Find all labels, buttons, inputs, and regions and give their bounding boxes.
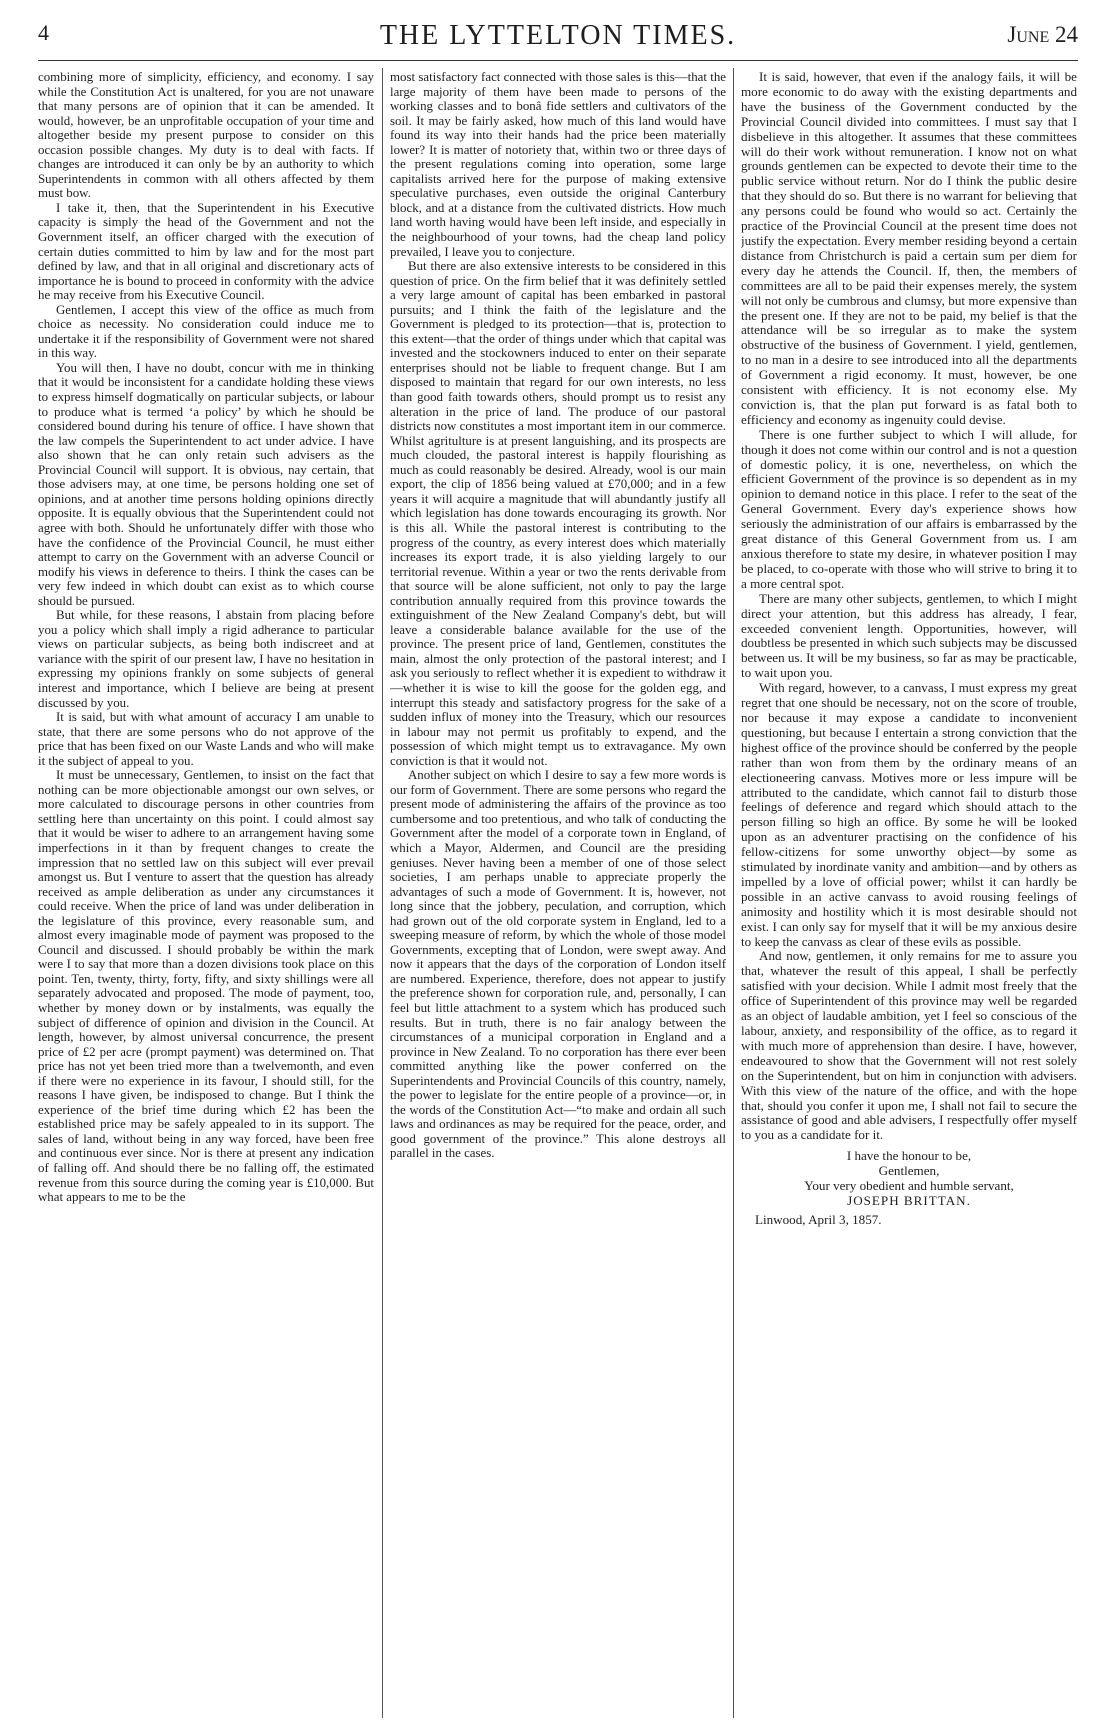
paragraph: Gentlemen, I accept this view of the office as much from choice as necessity. No consideration could induce me to undertake it if the responsibility of Government were not shared in this way. xyxy=(38,302,374,361)
paragraph: But there are also extensive interests to be considered in this question of price. On the firm belief that it was definitely settled a very large amount of capital has been embarked in pastoral pursuits; and I think the faith of the legislature and the Government is pledged to its protection—that is, protection to this extent—that the order of things under which that capital was invested and the stockowners induced to enter on their separate enterprises should not be liable to frequent change. But I am disposed to maintain that regard for our own interests, no less than good faith towards others, should prompt us to resist any alteration in the price of land. The produce of our pastoral districts now constitutes a most important item in our commerce. Whilst agritulture is at present languishing, and its prospects are much clouded, the pastoral interest is happily flourishing as much as could reasonably be desired. Already, wool is our main export, the clip of 1856 being valued at £70,000; and in a few years it will acquire a magnitude that will abundantly justify all which legislation has done towards encouraging its growth. Nor is this all. While the pastoral interest is contributing to the progress of the country, as every interest does which materially increases its export trade, it is also yielding largely to our territorial revenue. Within a year or two the rents derivable from that source will be alone sufficient, not only to pay the large contribution annually required from this province towards the extinguishment of the New Zealand Company's debt, but will leave a considerable balance available for the use of the province. The present price of land, Gentlemen, constitutes the main, almost the only protection of the pastoral interest; and I ask you seriously to reflect whether it is expedient to withdraw it—whether it is wise to kill the goose for the golden egg, and interrupt this steady and satisfactory progress for the sake of a sudden influx of money into the Treasury, which our resources in labour may not permit us profitably to expend, and the possession of which might tempt us to extravagance. My own conviction is that it would not. xyxy=(390,259,726,768)
paragraph: And now, gentlemen, it only remains for me to assure you that, whatever the result of this appeal, I shall be perfectly satisfied with your decision. While I admit most freely that the office of Superintendent of this province may well be regarded as an object of laudable ambition, yet I feel so conscious of the labour, anxiety, and responsibility of the office, as to regard it with much more of apprehension than desire. I have, however, endeavoured to show that the Government will not rest solely on the Superintendent, but on him in conjunction with advisers. With this view of the nature of the office, and with the hope that, should you confer it upon me, I shall not fail to secure the assistance of good and able advisers, I respectfully offer myself to you as a candidate for it. xyxy=(741,948,1077,1143)
signoff xyxy=(741,1149,1077,1228)
paragraph: There are many other subjects, gentlemen, to which I might direct your attention, but this address has already, I fear, exceeded convenient length. Opportunities, however, will doubtless be presented in which such subjects may be discussed between us. It will be my business, so far as may be practicable, to wait upon you. xyxy=(741,590,1077,681)
column-divider xyxy=(733,68,734,1718)
paragraph: But while, for these reasons, I abstain from placing before you a policy which shall imply a rigid adherance to particular views on particular subjects, as being both indiscreet and at variance with the spirit of our present law, I have no hesitation in expressing my opinions frankly on some subjects of general interest and importance, which I believe are being at present discussed by you. xyxy=(38,608,374,710)
issue-date: June 24 xyxy=(1007,22,1078,47)
column-3 xyxy=(741,70,1077,1710)
signoff-line: I have the honour to be, xyxy=(846,1148,972,1164)
paragraph: I take it, then, that the Superintendent in his Executive capacity is simply the head of the Government and not the Government itself, an officer charged with the execution of certain duties committed to him by law and for the most part defined by law, and that in all original and discretionary acts of importance he is bound to proceed in conformity with the advice he may receive from his Executive Council. xyxy=(38,200,374,303)
paragraph: It is said, but with what amount of accuracy I am unable to state, that there are some persons who do not approve of the price that has been fixed on our Waste Lands and who will make it the subject of appeal to you. xyxy=(38,710,374,768)
masthead xyxy=(38,20,1078,54)
column-1 xyxy=(38,70,374,1710)
masthead-rule xyxy=(38,60,1078,61)
signoff-line: Gentlemen, xyxy=(878,1163,940,1179)
paragraph: combining more of simplicity, efficiency, and economy. I say while the Constitution Act is unaltered, for you are not unaware that many persons are of opinion that it can be amended. It would, however, be an unprofitable occupation of your time and altogether beside my present purpose to consider on this occasion possible changes. My duty is to deal with facts. If changes are introduced it can only be by an authority to which Superintendents in common with all others affected by them must bow. xyxy=(38,70,374,201)
paragraph: It is said, however, that even if the analogy fails, it will be more economic to do away with the existing departments and have the business of the Government conducted by the Provincial Council divided into committees. I must say that I disbelieve in this altogether. It assumes that these committees will do their work without remuneration. I know not on what grounds gentlemen can be expected to devote their time to the public service without return. Nor do I think the public desire that they should do so. But there is no warrant for believing that any persons could be found who would so act. Certainly the practice of the Provincial Council at the present time does not justify the expectation. Every member residing beyond a certain distance from Christchurch is paid a certain sum per diem for every day he attends the Council. If, then, the members of committees are all to be paid their expenses merely, the system will not only be cumbrous and clumsy, but more expensive than the present one. If they are not to be paid, my belief is that the attendance will be so irregular as to make the system obstructive of the business of Government. I yield, gentlemen, to no man in a desire to see introduced into all the departments of Government a rigid economy. It must, however, be one consistent with efficiency. It is not economy else. My conviction is, that the plan put forward is as fatal both to efficiency and economy as ingenuity could devise. xyxy=(741,70,1077,427)
place-date: Linwood, April 3, 1857. xyxy=(755,1211,882,1227)
paragraph: It must be unnecessary, Gentlemen, to insist on the fact that nothing can be more objectionable amongst our own selves, or more calculated to discourage persons in other countries from settling here than uncertainty on this point. I could almost say that it would be wiser to adhere to an arrangement having some imperfections in it than by frequent changes to create the impression that no settled law on this subject will ever prevail amongst us. But I venture to assert that the question has already received as ample deliberation as under any circumstances it could receive. When the price of land was under deliberation in the legislature of this province, every reasonable sum, and almost every imaginable mode of payment was proposed to the Council and discussed. I should probably be within the mark were I to say that more than a dozen divisions took place on this point. Ten, twenty, thirty, forty, fifty, and sixty shillings were all separately advocated and proposed. The mode of payment, too, whether by money down or by instalments, was equally the subject of difference of opinion and division in the Council. At length, however, by almost universal concurrence, the present price of £2 per acre (prompt payment) was determined on. That price has not yet been tried more than a twelvemonth, and even if there were no experience in its favour, I should still, for the reasons I have given, be indisposed to change. But I think the experience of the brief time during which £2 has been the established price may be safely appealed to in its support. The sales of land, without being in any way forced, have been free and continuous ever since. Nor is there at present any indication of falling off. And should there be no falling off, the estimated revenue from this source during the coming year is £10,000. But what appears to me to be the xyxy=(38,768,374,1205)
page-number: 4 xyxy=(38,20,49,45)
author-name: JOSEPH BRITTAN. xyxy=(847,1192,971,1208)
paragraph: Another subject on which I desire to say a few more words is our form of Government. There are some persons who regard the present mode of administering the affairs of the province as too cumbersome and too pretentious, and who talk of conducting the Government after the model of a corporate town in England, of which a Mayor, Aldermen, and Council are the presiding geniuses. Never having been a member of one of those select societies, I am perhaps unable to appreciate properly the advantages of such a mode of Government. It is, however, not long since that the jobbery, peculation, and corruption, which had grown out of the old corporate system in England, led to a sweeping measure of reform, by which the whole of those model Governments, excepting that of London, were swept away. And now it appears that the days of the corporation of London itself are numbered. Experience, therefore, does not appear to justify the preference shown for corporation rule, and, personally, I can feel but little attachment to a system which has produced such results. But in truth, there is no fair analogy between the circumstances of a municipal corporation in England and a province in New Zealand. To no corporation has there ever been committed anything like the power conferred on the Superintendents and Provincial Councils of this country, namely, the power to legislate for the entire people of a province—or, in the words of the Constitution Act—“to make and ordain all such laws and ordinances as may be required for the peace, order, and good government of the province.” This alone destroys all parallel in the cases. xyxy=(390,768,726,1161)
column-2 xyxy=(390,70,726,1710)
newspaper-title: THE LYTTELTON TIMES. xyxy=(379,20,737,51)
column-divider xyxy=(382,68,383,1718)
paragraph: most satisfactory fact connected with those sales is this—that the large majority of them have been made to persons of the working classes and to bonâ fide settlers and cultivators of the soil. It may be fairly asked, how much of this land would have found its way into their hands had the price been materially lower? It is matter of notoriety that, within two or three days of the present regulations coming into operation, some large capitalists arrived here for the purpose of making extensive speculative purchases, even outside the original Canterbury block, and at a distance from the cultivated districts. How much land worth having would have been left inside, and especially in the neighbourhood of your towns, had the cheap land policy prevailed, I leave you to conjecture. xyxy=(390,70,726,259)
paragraph: You will then, I have no doubt, concur with me in thinking that it would be inconsistent for a candidate holding these views to express himself dogmatically on particular subjects, or labour to produce what is termed ‘a policy’ by which he should be considered bound during his tenure of office. I have shown that the law compels the Superintendent to act under advice. I have also shown that he can only retain such advisers as the Provincial Council will support. It is obvious, nay certain, that those advisers may, at one time, be persons holding one set of opinions, and at another time persons holding opinions directly opposite. It is equally obvious that the Superintendent could not agree with both. Should he unfortunately differ with those who have the confidence of the Provincial Council, he must either attempt to carry on the Government with an adverse Council or modify his views in deference to theirs. I think the cases can be very few indeed in which doubt can exist as to which course should be pursued. xyxy=(38,360,374,608)
paragraph: There is one further subject to which I will allude, for though it does not come within our control and is not a question of domestic policy, it is one, nevertheless, on which the efficient Government of the province is so dependent as in my opinion to demand notice in this place. I refer to the seat of the General Government. Every day's experience shows how seriously the administration of our affairs is embarrassed by the great distance of this General Government from us. I am anxious therefore to state my desire, in whatever position I may be placed, to co-operate with those who will strive to bring it to a more central spot. xyxy=(741,426,1077,591)
signoff-line: Your very obedient and humble servant, xyxy=(804,1178,1014,1194)
paragraph: With regard, however, to a canvass, I must express my great regret that one should be necessary, not on the score of trouble, nor because it may expose a candidate to inconvenient questioning, but because I entertain a strong conviction that the highest office of the province should be conferred by the people rather than won from them by the ordinary means of an electioneering canvass. Motives more or less impure will be attributed to the candidate, which cannot fail to disturb those feelings of deference and regard which should attach to the person filling so high an office. By some he will be looked upon as an adventurer practising on the confidence of his fellow-citizens for some unworthy object—by some as stimulated by inordinate vanity and ambition—and by others as impelled by a love of official power; whilst it can hardly be possible in an active canvass to avoid rousing feelings of animosity and hostility which it is most desirable should not exist. I can only say for myself that it will be my anxious desire to keep the canvass as clear of these evils as possible. xyxy=(741,680,1077,949)
